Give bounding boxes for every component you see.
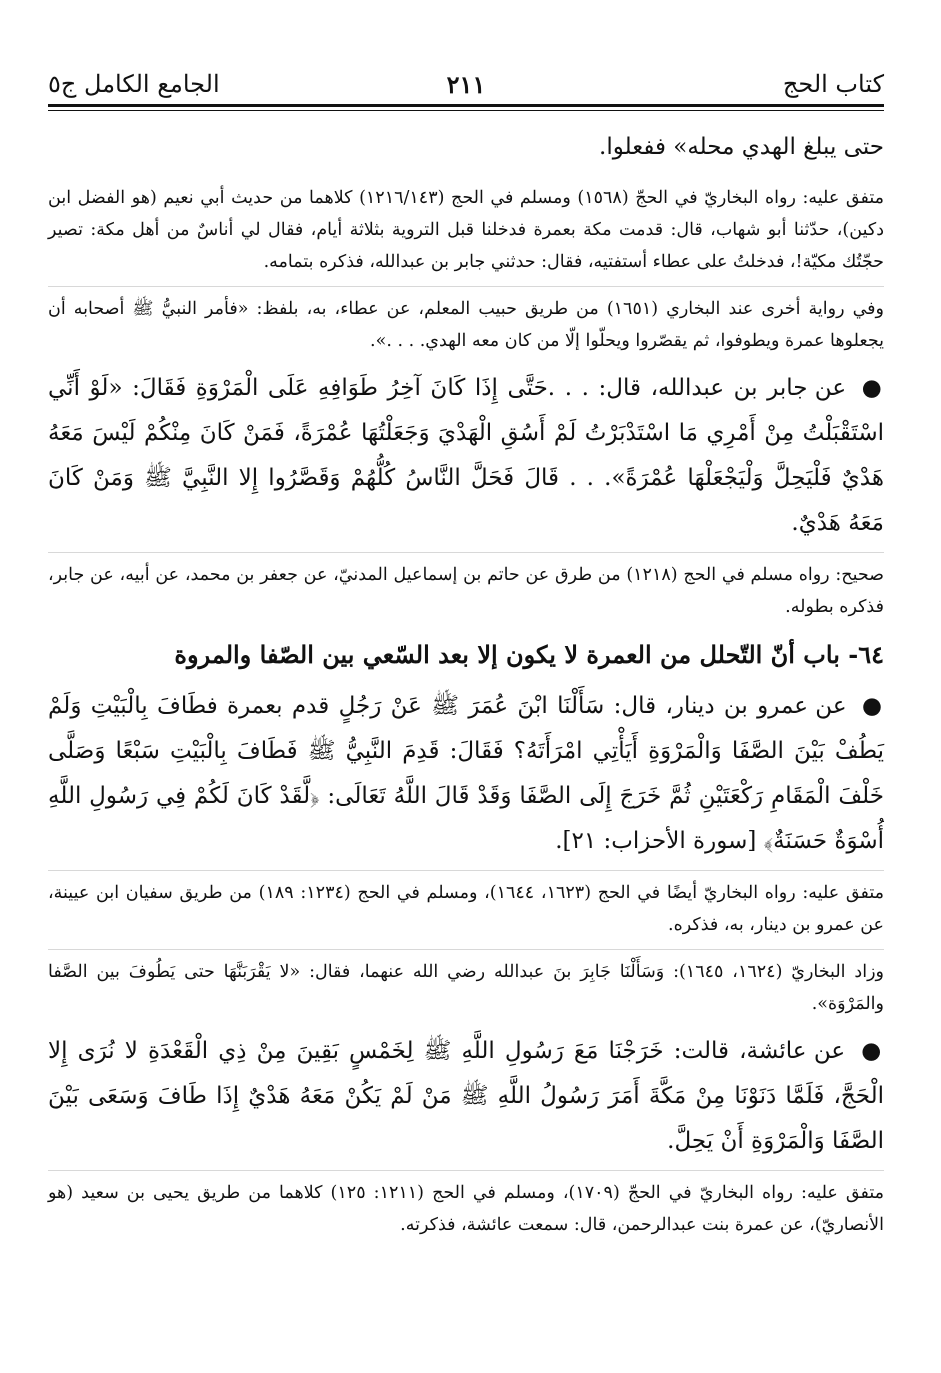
- hadith-amr-ibn-dinar: [48, 683, 884, 864]
- hadith-text: عن عمرو بن دينار، قال: سَأَلْنَا ابْنَ عُمَرَ ﷺ عَنْ رَجُلٍ قدم بعمرة فطَافَ بِالْبَيْتِ وَلَمْ يَطُفْ بَيْنَ الصَّفَا وَالْمَرْوَةِ أَيَأْتِي امْرَأَتَهُ؟ فَقَالَ: قَدِمَ النَّبِيُّ ﷺ فَطَافَ بِالْبَيْتِ سَبْعًا وَصَلَّى خَلْفَ الْمَقَامِ رَكْعَتَيْنِ ثُمَّ خَرَجَ إِلَى الصَّفَا وَقَدْ قَالَ اللَّهُ تَعَالَى: ﴿لَّقَدْ كَانَ لَكُمْ فِي رَسُولِ اللَّهِ أُسْوَةٌ حَسَنَةٌ﴾ [سورة الأحزاب: ٢١].: [48, 693, 884, 854]
- header-rule-thin: [48, 110, 884, 111]
- takhrij-note: [48, 870, 884, 941]
- note-text: صحيح: رواه مسلم في الحج (١٢١٨) من طرق عن حاتم بن إسماعيل المدنيّ، عن جعفر بن محمد، عن أبيه، عن جابر، فذكره بطوله.: [48, 565, 884, 617]
- chapter-heading-text: ٦٤- باب أنّ التّحلل من العمرة لا يكون إلا بعد السّعي بين الصّفا والمروة: [174, 640, 884, 669]
- hadith-text: حتى يبلغ الهدي محله» ففعلوا.: [599, 134, 884, 160]
- hadith-text: عن جابر بن عبدالله، قال: . . .حَتَّى إِذَا كَانَ آخِرُ طَوَافِهِ عَلَى الْمَرْوَةِ فَقَالَ: «لَوْ أَنِّي اسْتَقْبَلْتُ مِنْ أَمْرِي مَا اسْتَدْبَرْتُ لَمْ أَسُقِ الْهَدْيَ وَجَعَلْتُهَا عُمْرَةً، فَمَنْ كَانَ مِنْكُمْ لَيْسَ مَعَهُ هَدْيٌ فَلْيَحِلَّ وَلْيَجْعَلْهَا عُمْرَةً». . . قَالَ فَحَلَّ النَّاسُ كُلُّهُمْ وَقَصَّرُوا إِلا النَّبِيَّ ﷺ وَمَنْ كَانَ مَعَهُ هَدْيٌ.: [48, 375, 884, 536]
- note-text: متفق عليه: رواه البخاريّ في الحجّ (١٧٠٩)، ومسلم في الحج (١٢١١: ١٢٥) كلاهما من طريق يحيى بن سعيد (هو الأنصاريّ)، عن عمرة بنت عبدالرحمن، قال: سمعت عائشة، فذكرته.: [48, 1183, 885, 1235]
- page-number: ٢١١: [446, 70, 486, 99]
- bullet-marker: ●: [861, 1037, 884, 1064]
- hadith-aisha: [48, 1028, 884, 1164]
- takhrij-note: [48, 949, 884, 1020]
- bullet-marker: ●: [861, 374, 884, 401]
- running-header: [48, 60, 884, 102]
- series-title: الجامع الكامل ج٥: [48, 70, 220, 98]
- note-text: متفق عليه: رواه البخاريّ أيضًا في الحج (١٦٢٣، ١٦٤٤)، ومسلم في الحج (١٢٣٤: ١٨٩) من طريق سفيان ابن عيينة، عن عمرو بن دينار، به، فذكره.: [48, 883, 884, 935]
- takhrij-note: [48, 286, 884, 357]
- takhrij-note: [48, 176, 884, 278]
- chapter-heading: [48, 633, 884, 677]
- bullet-marker: ●: [861, 692, 885, 719]
- book-page: [48, 60, 884, 1249]
- takhrij-note: [48, 1170, 884, 1241]
- takhrij-note: [48, 552, 884, 623]
- header-rule-thick: [48, 104, 884, 107]
- hadith-text: عن عائشة، قالت: خَرَجْنَا مَعَ رَسُولِ اللَّهِ ﷺ لِخَمْسٍ بَقِينَ مِنْ ذِي الْقَعْدَةِ لا نُرَى إِلا الْحَجَّ، فَلَمَّا دَنَوْنَا مِنْ مَكَّةَ أَمَرَ رَسُولُ اللَّهِ ﷺ مَنْ لَمْ يَكُنْ مَعَهُ هَدْيٌ إِذَا طَافَ وَسَعَى بَيْنَ الصَّفَا وَالْمَرْوَةِ أَنْ يَحِلَّ.: [48, 1038, 884, 1154]
- book-title: كتاب الحج: [782, 70, 884, 98]
- note-text: متفق عليه: رواه البخاريّ في الحجّ (١٥٦٨) ومسلم في الحج (١٢١٦/١٤٣) كلاهما من حديث أبي نعيم (هو الفضل ابن دكين)، حدّثنا أبو شهاب، قال: قدمت مكة بعمرة فدخلنا قبل التروية بثلاثة أيام، فقال لي أناسٌ من أهل مكة: تصير حجّتُك مكيّة!، فدخلتُ على عطاء أستفتيه، فقال: حدثني جابر بن عبدالله، فذكره بتمامه.: [48, 188, 884, 272]
- hadith-continuation: [48, 125, 884, 170]
- note-text: وفي رواية أخرى عند البخاري (١٦٥١) من طريق حبيب المعلم، عن عطاء، به، بلفظ: «فأمر النبيُّ ﷺ أصحابه أن يجعلوها عمرة ويطوفوا، ثم يقصّروا ويحلّوا إلّا من كان معه الهدي. . . .».: [48, 299, 884, 351]
- hadith-jabir: [48, 365, 884, 546]
- note-text: وزاد البخاريّ (١٦٢٤، ١٦٤٥): وَسَأَلْنَا جَابِرَ بنَ عبدالله رضي الله عنهما، فقال: «لا يَقْرَبَنَّهَا حتى يَطُوفَ بين الصَّفا والمَرْوَة».: [48, 962, 884, 1014]
